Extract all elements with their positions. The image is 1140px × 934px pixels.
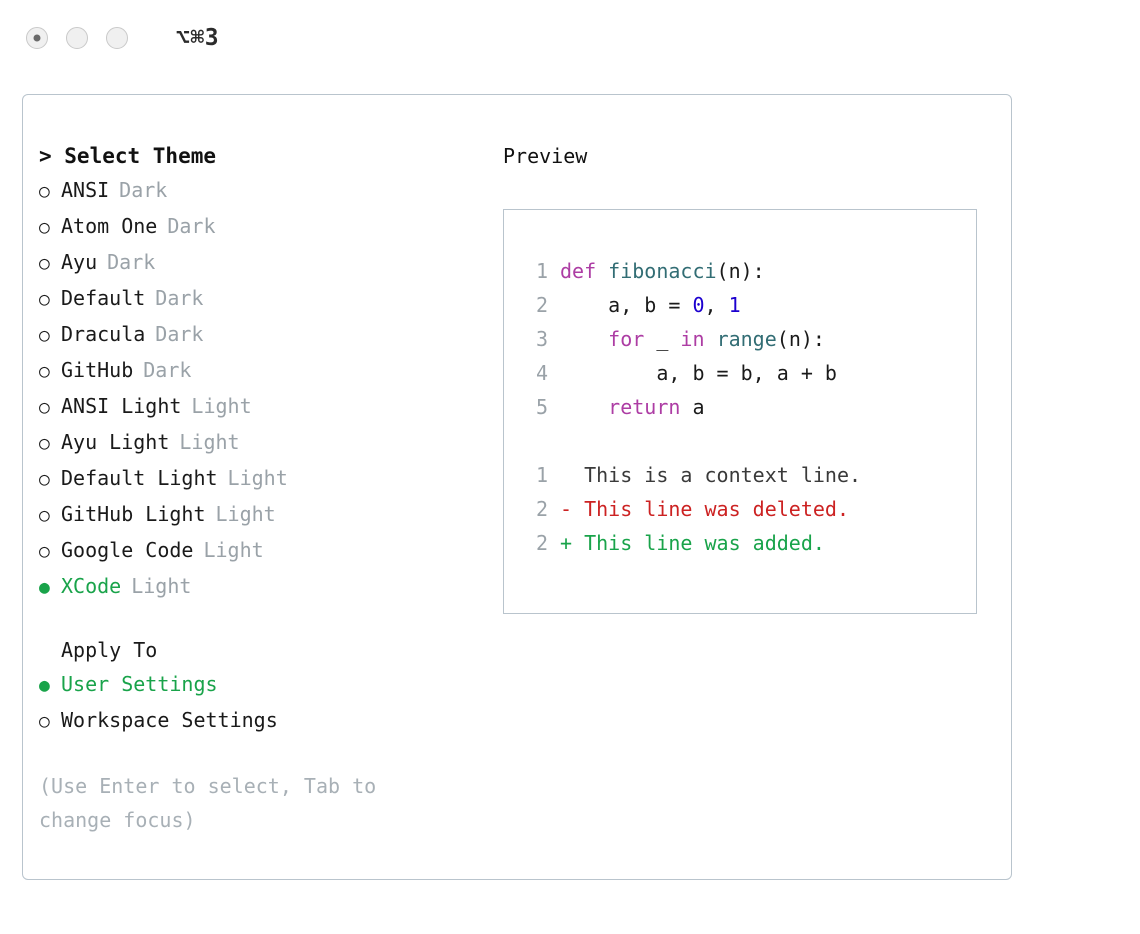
select-theme-heading: > Select Theme bbox=[39, 144, 217, 168]
theme-option-variant-tag: Dark bbox=[155, 286, 204, 310]
code-token bbox=[560, 327, 608, 351]
preview-box bbox=[503, 209, 977, 614]
apply-to-option[interactable] bbox=[39, 703, 483, 739]
diff-line bbox=[522, 526, 976, 560]
code-line bbox=[522, 356, 976, 390]
theme-option-label: ANSI Light bbox=[61, 394, 182, 418]
theme-option-label: ANSI bbox=[61, 178, 110, 202]
radio-icon: ○ bbox=[39, 433, 50, 454]
theme-option[interactable] bbox=[39, 281, 483, 317]
diff-line bbox=[522, 458, 976, 492]
line-number: 1 bbox=[535, 463, 548, 487]
line-number: 2 bbox=[535, 531, 548, 555]
radio-icon: ○ bbox=[39, 289, 50, 310]
shortcut-label: ⌥⌘3 bbox=[176, 25, 220, 51]
panes-container bbox=[23, 95, 1011, 837]
code-token: 0 bbox=[692, 293, 705, 317]
code-token: (n): bbox=[716, 259, 765, 283]
theme-option[interactable] bbox=[39, 533, 483, 569]
theme-option[interactable] bbox=[39, 317, 483, 353]
apply-to-option[interactable] bbox=[39, 667, 483, 703]
theme-option-variant-tag: Dark bbox=[107, 250, 156, 274]
code-token: a bbox=[680, 395, 705, 419]
code-token: a, b = bbox=[560, 293, 693, 317]
code-token: (n): bbox=[776, 327, 825, 351]
code-sample bbox=[522, 254, 976, 424]
preview-title: Preview bbox=[503, 144, 588, 168]
preview-pane bbox=[483, 139, 1011, 837]
theme-option-variant-tag: Light bbox=[131, 574, 192, 598]
apply-to-heading: Apply To bbox=[61, 638, 158, 662]
theme-option-label: GitHub Light bbox=[61, 502, 206, 526]
code-token: return bbox=[608, 395, 681, 419]
apply-to-option-label: Workspace Settings bbox=[61, 708, 278, 732]
line-number: 2 bbox=[535, 293, 548, 317]
code-token: , bbox=[704, 293, 729, 317]
code-token: _ bbox=[644, 327, 681, 351]
theme-option[interactable] bbox=[39, 497, 483, 533]
line-number: 4 bbox=[535, 361, 548, 385]
theme-list[interactable] bbox=[39, 173, 483, 605]
line-number: 2 bbox=[535, 497, 548, 521]
radio-icon: ○ bbox=[39, 711, 50, 732]
title-bar bbox=[0, 0, 1140, 76]
apply-to-option-label: User Settings bbox=[61, 672, 218, 696]
theme-option[interactable] bbox=[39, 569, 483, 605]
theme-option-label: Ayu Light bbox=[61, 430, 170, 454]
diff-sample bbox=[522, 458, 976, 560]
radio-icon: ○ bbox=[39, 361, 50, 382]
keyboard-hint: (Use Enter to select, Tab to change focus) bbox=[39, 774, 389, 832]
traffic-light-maximize[interactable] bbox=[106, 27, 128, 49]
theme-option-label: Atom One bbox=[61, 214, 158, 238]
diff-text: - This line was deleted. bbox=[560, 497, 849, 521]
theme-option-variant-tag: Dark bbox=[155, 322, 204, 346]
theme-option[interactable] bbox=[39, 461, 483, 497]
theme-option-label: Google Code bbox=[61, 538, 194, 562]
traffic-light-minimize[interactable] bbox=[66, 27, 88, 49]
radio-icon: ○ bbox=[39, 217, 50, 238]
theme-option[interactable] bbox=[39, 389, 483, 425]
code-token bbox=[705, 327, 717, 351]
diff-text: + This line was added. bbox=[560, 531, 825, 555]
theme-option-variant-tag: Light bbox=[191, 394, 252, 418]
theme-option-label: Default bbox=[61, 286, 146, 310]
line-number: 5 bbox=[535, 395, 548, 419]
diff-text: This is a context line. bbox=[560, 463, 862, 487]
theme-option-variant-tag: Light bbox=[215, 502, 276, 526]
code-spacer bbox=[522, 424, 976, 458]
theme-option-variant-tag: Light bbox=[203, 538, 264, 562]
code-token: for bbox=[608, 327, 645, 351]
line-number: 1 bbox=[535, 259, 548, 283]
theme-option-label: Ayu bbox=[61, 250, 98, 274]
theme-option[interactable] bbox=[39, 353, 483, 389]
radio-icon: ○ bbox=[39, 397, 50, 418]
theme-option[interactable] bbox=[39, 173, 483, 209]
theme-picker-pane bbox=[23, 139, 483, 837]
theme-option-label: GitHub bbox=[61, 358, 134, 382]
code-token: in bbox=[680, 327, 705, 351]
radio-icon: ○ bbox=[39, 541, 50, 562]
traffic-light-close[interactable] bbox=[26, 27, 48, 49]
code-line bbox=[522, 390, 976, 424]
code-token: a, b = b, a + b bbox=[560, 361, 837, 385]
theme-option-variant-tag: Light bbox=[227, 466, 288, 490]
radio-selected-icon: ● bbox=[39, 577, 50, 598]
code-line bbox=[522, 254, 976, 288]
theme-option-label: Default Light bbox=[61, 466, 218, 490]
radio-icon: ○ bbox=[39, 253, 50, 274]
code-token: 1 bbox=[728, 293, 741, 317]
code-token: def bbox=[560, 259, 609, 283]
radio-selected-icon: ● bbox=[39, 675, 50, 696]
code-token: range bbox=[716, 327, 777, 351]
theme-option[interactable] bbox=[39, 245, 483, 281]
theme-option-variant-tag: Dark bbox=[143, 358, 192, 382]
theme-option-variant-tag: Light bbox=[179, 430, 240, 454]
theme-option-label: Dracula bbox=[61, 322, 146, 346]
radio-icon: ○ bbox=[39, 325, 50, 346]
code-line bbox=[522, 288, 976, 322]
theme-option-variant-tag: Dark bbox=[167, 214, 216, 238]
theme-option-variant-tag: Dark bbox=[119, 178, 168, 202]
diff-line bbox=[522, 492, 976, 526]
terminal-panel bbox=[22, 94, 1012, 880]
spacer bbox=[39, 605, 483, 633]
apply-to-list[interactable] bbox=[39, 667, 483, 739]
code-token: fibonacci bbox=[608, 259, 717, 283]
code-token bbox=[560, 395, 608, 419]
theme-option[interactable] bbox=[39, 425, 483, 461]
radio-icon: ○ bbox=[39, 505, 50, 526]
code-line bbox=[522, 322, 976, 356]
radio-icon: ○ bbox=[39, 181, 50, 202]
theme-option[interactable] bbox=[39, 209, 483, 245]
line-number: 3 bbox=[535, 327, 548, 351]
theme-option-label: XCode bbox=[61, 574, 122, 598]
radio-icon: ○ bbox=[39, 469, 50, 490]
